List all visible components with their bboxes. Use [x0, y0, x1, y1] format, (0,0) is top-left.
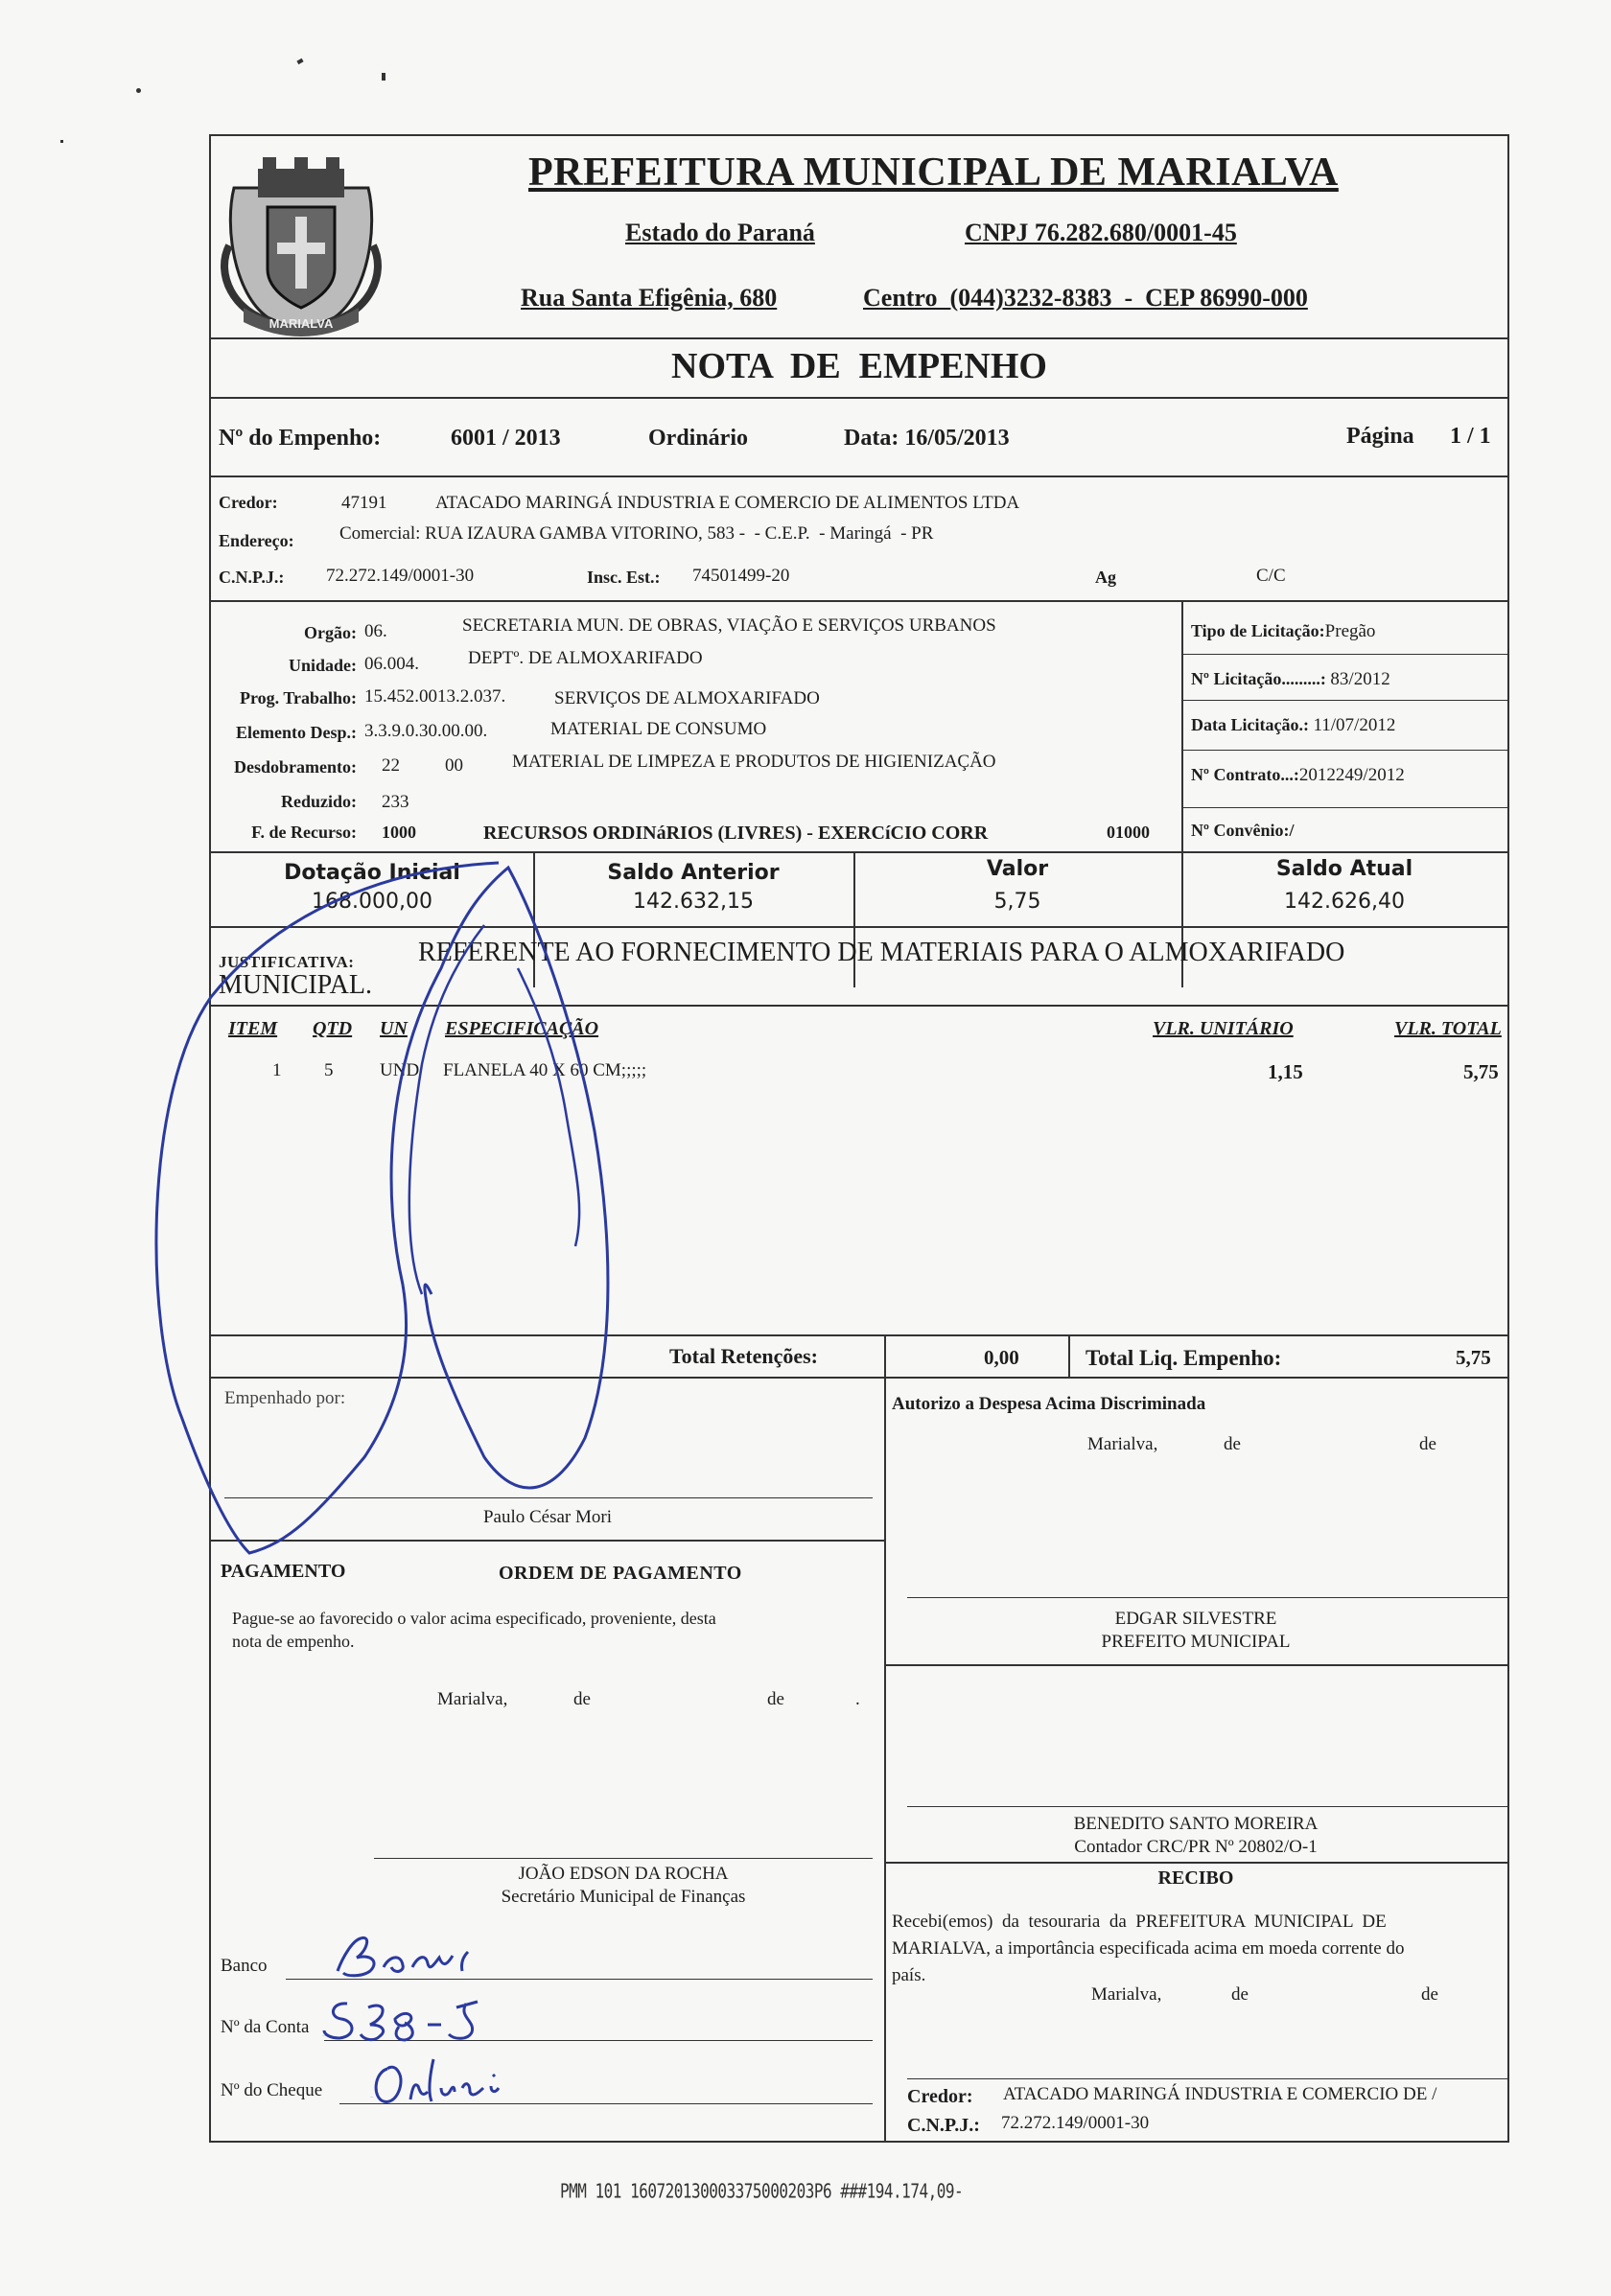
row-un: UND: [380, 1060, 420, 1080]
data-licitacao-label-text: Data Licitação.:: [1191, 715, 1309, 734]
justificativa-label: JUSTIFICATIVA:: [219, 953, 355, 971]
page-number: 1 / 1: [1450, 424, 1491, 449]
saldo-anterior-label: Saldo Anterior: [607, 861, 780, 885]
dotacao-inicial-label: Dotação Inicial: [284, 861, 460, 885]
pagamento-de-1: de: [573, 1689, 591, 1709]
endereco-value: Comercial: RUA IZAURA GAMBA VITORINO, 583 - - C.E.P. - Maringá - PR: [339, 523, 934, 544]
empenho-date: Data: 16/05/2013: [844, 426, 1010, 451]
svg-text:MARIALVA: MARIALVA: [268, 316, 334, 331]
credor-label: Credor:: [219, 493, 278, 512]
row-spec: FLANELA 40 X 60 CM;;;;;: [443, 1060, 647, 1080]
tipo-licitacao-value: Pregão: [1324, 621, 1376, 641]
ordem-pagamento-label: ORDEM DE PAGAMENTO: [499, 1563, 742, 1584]
valor-value: 5,75: [993, 890, 1041, 914]
insc-value: 74501499-20: [692, 566, 790, 586]
endereco-label: Endereço:: [219, 531, 294, 550]
contador-title: Contador CRC/PR Nº 20802/O-1: [1074, 1837, 1318, 1857]
unidade-label: Unidade:: [288, 656, 357, 675]
pagamento-text-2: nota de empenho.: [232, 1632, 355, 1651]
reduzido-value: 233: [382, 792, 409, 812]
conta-handwriting-text: 5380-5: [322, 2036, 326, 2037]
desdobramento-code: 22: [382, 755, 400, 776]
orgao-label: Orgão:: [304, 623, 357, 642]
row-qtd: 5: [324, 1060, 334, 1080]
municipality-title: PREFEITURA MUNICIPAL DE MARIALVA: [528, 151, 1339, 195]
empenho-number: 6001 / 2013: [451, 426, 561, 451]
contrato-label: [1191, 765, 1405, 786]
cnpj-value: 72.272.149/0001-30: [326, 566, 475, 586]
municipal-crest: [215, 150, 387, 341]
document-title: NOTA DE EMPENHO: [671, 346, 1047, 386]
orgao-code: 06.: [364, 621, 387, 641]
elemento-desc: MATERIAL DE CONSUMO: [550, 719, 767, 739]
address-rest: Centro (044)3232-8383 - CEP 86990-000: [863, 284, 1308, 312]
recibo-credor-label: Credor:: [907, 2086, 973, 2107]
num-licitacao-label: [1191, 669, 1390, 690]
crest-icon: [215, 150, 387, 341]
scan-speck: [136, 88, 141, 93]
tipo-licitacao-label: [1191, 621, 1375, 642]
cnpj-label: C.N.P.J.:: [219, 568, 285, 587]
justificativa-text: REFERENTE AO FORNECIMENTO DE MATERIAIS PARA O ALMOXARIFADO: [418, 938, 1345, 967]
prefeito-name: EDGAR SILVESTRE: [1114, 1609, 1277, 1629]
col-total: VLR. TOTAL: [1394, 1018, 1502, 1039]
cnpj-header: CNPJ 76.282.680/0001-45: [965, 219, 1237, 246]
orgao-desc: SECRETARIA MUN. DE OBRAS, VIAÇÃO E SERVIÇOS URBANOS: [462, 615, 996, 636]
recibo-cnpj-value: 72.272.149/0001-30: [1001, 2113, 1150, 2133]
col-spec: ESPECIFICAÇÃO: [445, 1018, 599, 1039]
reduzido-label: Reduzido:: [280, 792, 357, 811]
unidade-desc: DEPTº. DE ALMOXARIFADO: [468, 648, 703, 668]
col-un: UN: [380, 1018, 408, 1039]
contrato-label-text: Nº Contrato...:: [1191, 765, 1299, 784]
recibo-text-3: país.: [892, 1965, 926, 1985]
cc-label: C/C: [1256, 566, 1286, 586]
autorizo-label: Autorizo a Despesa Acima Discriminada: [892, 1394, 1206, 1414]
empenho-label: Nº do Empenho:: [219, 426, 382, 451]
num-licitacao-value: 83/2012: [1330, 669, 1390, 689]
col-item: ITEM: [228, 1018, 278, 1039]
secretario-title: Secretário Municipal de Finanças: [501, 1887, 746, 1907]
row-unit: 1,15: [1268, 1060, 1303, 1083]
credor-code: 47191: [341, 493, 387, 513]
saldo-atual-value: 142.626,40: [1284, 890, 1405, 914]
state-label: Estado do Paraná: [625, 219, 815, 246]
credor-name: ATACADO MARINGÁ INDUSTRIA E COMERCIO DE ALIMENTOS LTDA: [435, 493, 1020, 513]
elemento-label: Elemento Desp.:: [236, 723, 357, 742]
elemento-code: 3.3.9.0.30.00.00.: [364, 721, 488, 741]
secretario-name: JOÃO EDSON DA ROCHA: [518, 1864, 729, 1884]
liq-empenho-label: Total Liq. Empenho:: [1086, 1346, 1282, 1370]
ag-label: Ag: [1095, 568, 1116, 587]
recibo-de-2: de: [1421, 1984, 1438, 2005]
cheque-label: Nº do Cheque: [221, 2080, 323, 2100]
saldo-atual-label: Saldo Atual: [1275, 857, 1413, 881]
col-unit: VLR. UNITÁRIO: [1153, 1018, 1294, 1039]
autorizo-de-2: de: [1419, 1434, 1436, 1454]
dotacao-inicial-value: 168.000,00: [312, 890, 432, 914]
scan-speck: [60, 140, 63, 143]
recibo-de-1: de: [1231, 1984, 1249, 2005]
pagamento-label: PAGAMENTO: [221, 1561, 346, 1582]
data-licitacao-label: [1191, 715, 1395, 736]
prog-code: 15.452.0013.2.037.: [364, 686, 506, 707]
convenio-label: Nº Convênio:/: [1191, 821, 1295, 840]
nota-empenho-form: [209, 134, 1509, 2143]
pagamento-city: Marialva,: [437, 1689, 508, 1709]
row-total: 5,75: [1463, 1060, 1499, 1083]
cheque-handwriting-text: Online: [370, 2098, 374, 2099]
prefeito-title: PREFEITO MUNICIPAL: [1101, 1632, 1291, 1652]
desdobramento-desc: MATERIAL DE LIMPEZA E PRODUTOS DE HIGIENIZAÇÃO: [512, 752, 996, 772]
pagamento-de-2: de: [767, 1689, 784, 1709]
prog-desc: SERVIÇOS DE ALMOXARIFADO: [554, 688, 820, 708]
page-label: Página: [1346, 424, 1414, 449]
autorizo-city: Marialva,: [1087, 1434, 1158, 1454]
recurso-label: F. de Recurso:: [251, 823, 357, 842]
retencoes-value: 0,00: [984, 1346, 1019, 1369]
footer-code: PMM 101 160720130003375000203P6 ###194.174,09-: [560, 2179, 964, 2203]
desdobramento-label: Desdobramento:: [234, 757, 357, 777]
conta-label: Nº da Conta: [221, 2017, 310, 2037]
unidade-code: 06.004.: [364, 654, 419, 674]
contrato-value: 2012249/2012: [1298, 765, 1405, 785]
row-item: 1: [272, 1060, 282, 1080]
recibo-title: RECIBO: [1157, 1867, 1234, 1889]
saldo-anterior-value: 142.632,15: [633, 890, 754, 914]
data-licitacao-value: 11/07/2012: [1313, 715, 1396, 735]
tipo-licitacao-label-text: Tipo de Licitação:: [1191, 621, 1325, 640]
desdobramento-code2: 00: [445, 755, 463, 776]
banco-handwriting-text: Bami: [338, 1971, 340, 1972]
recibo-credor-value: ATACADO MARINGÁ INDUSTRIA E COMERCIO DE /: [1003, 2084, 1437, 2104]
recibo-cnpj-label: C.N.P.J.:: [907, 2115, 980, 2136]
prog-label: Prog. Trabalho:: [239, 688, 357, 707]
pagamento-dot: .: [855, 1689, 860, 1709]
table-row: [211, 1060, 1507, 1089]
scan-speck: [382, 73, 385, 81]
recurso-num: 01000: [1107, 823, 1150, 842]
empenhado-name: Paulo César Mori: [482, 1507, 613, 1527]
recibo-text-2: MARIALVA, a importância especificada acima em moeda corrente do: [892, 1938, 1405, 1959]
col-qtd: QTD: [313, 1018, 353, 1039]
justificativa-text-2: MUNICIPAL.: [219, 970, 372, 1000]
address-street: Rua Santa Efigênia, 680: [521, 284, 778, 312]
pagamento-text: Pague-se ao favorecido o valor acima especificado, proveniente, desta: [232, 1609, 716, 1628]
retencoes-label: Total Retenções:: [669, 1344, 818, 1368]
empenhado-label: Empenhado por:: [224, 1388, 346, 1408]
valor-label: Valor: [986, 857, 1049, 881]
recurso-desc: RECURSOS ORDINáRIOS (LIVRES) - EXERCíCIO CORR: [483, 823, 989, 844]
insc-label: Insc. Est.:: [587, 568, 661, 587]
contador-name: BENEDITO SANTO MOREIRA: [1073, 1814, 1319, 1834]
num-licitacao-label-text: Nº Licitação.........:: [1191, 669, 1326, 688]
autorizo-de-1: de: [1224, 1434, 1241, 1454]
recibo-text: Recebi(emos) da tesouraria da PREFEITURA MUNICIPAL DE: [892, 1912, 1387, 1932]
scan-speck: [296, 58, 303, 64]
recibo-city: Marialva,: [1091, 1984, 1162, 2005]
empenho-type: Ordinário: [648, 426, 749, 451]
liq-empenho-value: 5,75: [1456, 1346, 1491, 1369]
banco-label: Banco: [221, 1956, 268, 1976]
recurso-code: 1000: [382, 823, 416, 842]
